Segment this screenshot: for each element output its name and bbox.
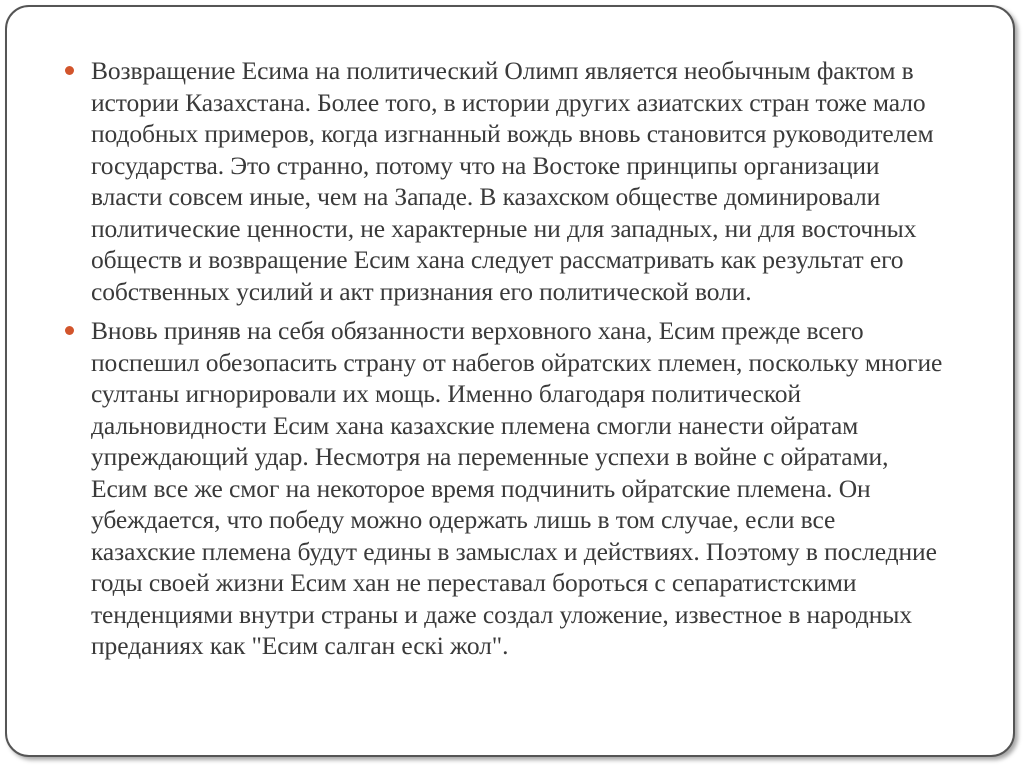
slide-content — [63, 55, 943, 670]
bullet-dot-icon — [65, 326, 74, 335]
bullet-dot-icon — [65, 66, 74, 75]
bullet-text-1: Возвращение Есима на политический Олимп является необычным фактом в истории Казахстана. Более того, в истории других азиатских стран тоже мало подобных примеров, когда изгнанный вождь вновь становится руководителем государства. Это странно, потому что на Востоке принципы организации власти совсем иные, чем на Западе. В казахском обществе доминировали политические ценности, не характерные ни для западных, ни для восточных обществ и возвращение Есим хана следует рассматривать как результат его собственных усилий и акт признания его политической воли. — [91, 56, 934, 306]
bullet-item-2 — [63, 315, 943, 662]
slide-frame — [5, 5, 1015, 757]
bullet-text-2: Вновь приняв на себя обязанности верховного хана, Есим прежде всего поспешил обезопасить страну от набегов ойратских племен, поскольку многие султаны игнорировали их мощь. Именно благодаря политической дальновидности Есим хана казахские племена смогли нанести ойратам упреждающий удар. Несмотря на переменные успехи в войне с ойратами, Есим все же смог на некоторое время подчинить ойратские племена. Он убеждается, что победу можно одержать лишь в том случае, если все казахские племена будут едины в замыслах и действиях. Поэтому в последние годы своей жизни Есим хан не переставал бороться с сепаратистскими тенденциями внутри страны и даже создал уложение, известное в народных преданиях как "Есим салган ескi жол". — [91, 316, 943, 660]
bullet-item-1 — [63, 55, 943, 307]
bullet-list — [63, 55, 943, 662]
